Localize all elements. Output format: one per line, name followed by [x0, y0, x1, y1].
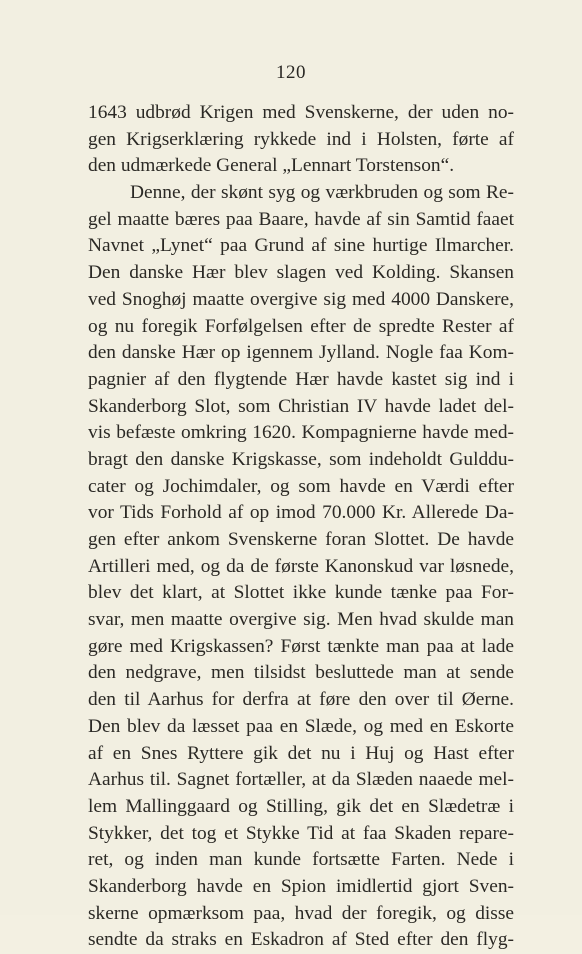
text-line: skerne opmærksom paa, hvad der foregik, og disse	[88, 902, 514, 924]
text-line: bragt den danske Krigskasse, som indeholdt Gulddu-	[88, 448, 514, 470]
text-line: gel maatte bæres paa Baare, havde af sin Samtid faaet	[88, 208, 514, 230]
text-line: 1643 udbrød Krigen med Svenskerne, der uden no-	[88, 102, 514, 123]
text-line: Den danske Hær blev slagen ved Kolding. Skansen	[88, 262, 514, 284]
text-line: af en Snes Ryttere gik det nu i Huj og Hast efter	[88, 742, 514, 764]
text-line: den danske Hær op igennem Jylland. Nogle faa Kom-	[88, 342, 514, 364]
text-line: blev det klart, at Slottet ikke kunde tænke paa For-	[88, 582, 514, 604]
text-line: sendte da straks en Eskadron af Sted efter den flyg-	[88, 929, 514, 951]
text-line: gen Krigserklæring rykkede ind i Holsten, førte af	[88, 128, 514, 150]
text-line: den nedgrave, men tilsidst besluttede man at sende	[88, 662, 514, 684]
body-text	[88, 100, 514, 954]
text-line: vor Tids Forhold af op imod 70.000 Kr. Allerede Da-	[88, 502, 514, 524]
text-line: gøre med Krigskassen? Først tænkte man paa at lade	[88, 635, 514, 657]
text-line: ved Snoghøj maatte overgive sig med 4000 Danskere,	[88, 288, 514, 310]
text-line: Skanderborg Slot, som Christian IV havde ladet del-	[88, 395, 514, 417]
text-line: vis befæste omkring 1620. Kompagnierne havde med-	[88, 422, 514, 444]
text-line: Denne, der skønt syg og værkbruden og som Re-	[130, 182, 514, 204]
text-line: Den blev da læsset paa en Slæde, og med en Eskorte	[88, 715, 514, 737]
text-line: den udmærkede General „Lennart Torstenson“.	[88, 155, 455, 177]
text-line: svar, men maatte overgive sig. Men hvad skulde man	[88, 609, 514, 631]
text-line: og nu foregik Forfølgelsen efter de spredte Rester af	[88, 315, 514, 337]
text-line: Aarhus til. Sagnet fortæller, at da Slæden naaede mel-	[88, 769, 514, 791]
text-line: ret, og inden man kunde fortsætte Farten. Nede i	[88, 849, 514, 871]
page-number: 120	[276, 62, 306, 83]
text-line: gen efter ankom Svenskerne foran Slottet. De havde	[88, 529, 514, 550]
text-line: cater og Jochimdaler, og som havde en Værdi efter	[88, 475, 514, 497]
text-line: Stykker, det tog et Stykke Tid at faa Skaden repare-	[88, 822, 514, 844]
text-line: Artilleri med, og da de første Kanonskud var løsnede,	[88, 555, 514, 577]
text-line: Skanderborg havde en Spion imidlertid gjort Sven-	[88, 875, 514, 897]
text-line: den til Aarhus for derfra at føre den over til Øerne.	[88, 689, 514, 711]
text-line: lem Mallinggaard og Stilling, gik det en Slædetræ i	[88, 795, 514, 817]
text-line: pagnier af den flygtende Hær havde kastet sig ind i	[88, 368, 514, 390]
text-line: Navnet „Lynet“ paa Grund af sine hurtige Ilmarcher.	[88, 235, 514, 257]
